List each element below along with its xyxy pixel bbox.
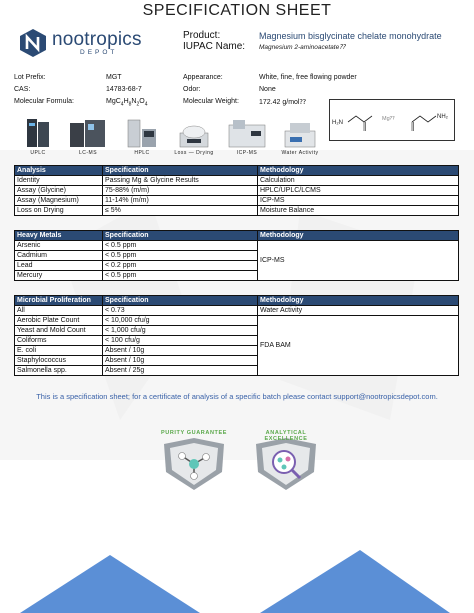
lot-prefix-label: Lot Prefix:	[14, 74, 46, 81]
molecular-structure	[329, 99, 455, 141]
moisture-balance-icon	[177, 117, 211, 149]
cas-label: CAS:	[14, 86, 31, 93]
table-cell: Salmonella spp.	[15, 366, 103, 376]
table-cell: Passing Mg & Glycine Results	[103, 176, 258, 186]
analytical-excellence-title: ANALYTICAL EXCELLENCE	[264, 430, 308, 442]
brand-name: nootropics	[52, 29, 142, 50]
brand-logo	[18, 28, 168, 58]
table-cell: Assay (Glycine)	[15, 186, 103, 196]
table-cell: < 0.5 ppm	[103, 271, 258, 281]
table-cell: < 0.5 ppm	[103, 251, 258, 261]
molecular-weight-label: Molecular Weight:	[183, 98, 239, 105]
table-cell: ICP-MS	[258, 196, 459, 206]
table-header-row	[15, 166, 459, 176]
lcms-instrument-icon	[68, 117, 108, 149]
technique-hplc	[120, 117, 164, 156]
table-row	[15, 206, 459, 216]
table-cell: Moisture Balance	[258, 206, 459, 216]
table-cell: 11-14% (m/m)	[103, 196, 258, 206]
table-cell: Lead	[15, 261, 103, 271]
table-cell: Calculation	[258, 176, 459, 186]
structure-right-amine: NH₂	[437, 114, 448, 120]
table-cell: Aerobic Plate Count	[15, 316, 103, 326]
table-row	[15, 316, 459, 326]
table-cell-merged-method: ICP-MS	[258, 241, 459, 281]
purity-guarantee-badge	[152, 430, 236, 494]
column-header: Specification	[103, 231, 258, 241]
structure-drawing-icon	[330, 100, 454, 140]
table-cell: Absent / 25g	[103, 366, 258, 376]
table-cell: Yeast and Mold Count	[15, 326, 103, 336]
technique-lcms-label: LC-MS	[78, 150, 98, 156]
odor-value: None	[259, 86, 276, 93]
table-cell-merged-method: FDA BAM	[258, 316, 459, 376]
table-cell: All	[15, 306, 103, 316]
table-cell: HPLC/UPLC/LCMS	[258, 186, 459, 196]
table-row	[15, 186, 459, 196]
column-header: Methodology	[258, 166, 459, 176]
analytical-excellence-badge	[244, 430, 328, 494]
table-cell: < 0.73	[103, 306, 258, 316]
formula-value: $MgC_4H_8N_2O_4$	[106, 98, 148, 108]
technique-lcms	[66, 117, 110, 156]
brand-sub: DEPOT	[80, 49, 118, 56]
technique-icpms-label: ICP-MS	[236, 150, 258, 156]
table-cell: Mercury	[15, 271, 103, 281]
table-cell: Coliforms	[15, 336, 103, 346]
product-label: Product:	[183, 30, 221, 41]
table-header-row	[15, 231, 459, 241]
analysis-table	[14, 165, 459, 216]
table-cell: Loss on Drying	[15, 206, 103, 216]
structure-magnesium: Mg⁇	[382, 116, 395, 122]
table-cell: Absent / 10g	[103, 356, 258, 366]
hplc-instrument-icon	[124, 117, 160, 149]
formula-label: Molecular Formula:	[14, 98, 74, 105]
table-cell: 75-88% (m/m)	[103, 186, 258, 196]
microbial-table	[14, 295, 459, 376]
table-cell: Cadmium	[15, 251, 103, 261]
technique-water-activity	[278, 117, 322, 156]
table-cell: Assay (Magnesium)	[15, 196, 103, 206]
technique-uplc-label: UPLC	[30, 150, 46, 156]
column-header: Heavy Metals	[15, 231, 103, 241]
water-activity-meter-icon	[282, 117, 318, 149]
heavy-metals-table	[14, 230, 459, 281]
table-cell: Arsenic	[15, 241, 103, 251]
table-cell: Staphylococcus	[15, 356, 103, 366]
table-cell: ≤ 5%	[103, 206, 258, 216]
table-cell: Absent / 10g	[103, 346, 258, 356]
technique-uplc	[16, 117, 60, 156]
column-header: Microbial Proliferation	[15, 296, 103, 306]
technique-hplc-label: HPLC	[134, 150, 150, 156]
icpms-instrument-icon	[227, 117, 267, 149]
purity-shield-icon	[152, 430, 236, 494]
table-row	[15, 241, 459, 251]
lot-prefix-value: MGT	[106, 74, 122, 81]
structure-left-amine: H₂N	[332, 120, 343, 126]
appearance-label: Appearance:	[183, 74, 223, 81]
cas-value: 14783-68-7	[106, 86, 142, 93]
table-row	[15, 196, 459, 206]
brand-logo-mark-icon	[18, 28, 48, 58]
column-header: Specification	[103, 166, 258, 176]
technique-icpms	[225, 117, 269, 156]
table-row	[15, 306, 459, 316]
table-cell: < 10,000 cfu/g	[103, 316, 258, 326]
table-cell: < 0.2 ppm	[103, 261, 258, 271]
iupac-label: IUPAC Name:	[183, 41, 246, 52]
purity-guarantee-title: PURITY GUARANTEE	[160, 430, 228, 436]
page-title: SPECIFICATION SHEET	[142, 2, 332, 19]
table-cell: < 1,000 cfu/g	[103, 326, 258, 336]
table-cell: Identity	[15, 176, 103, 186]
table-cell: < 100 cfu/g	[103, 336, 258, 346]
table-row	[15, 176, 459, 186]
table-cell: E. coli	[15, 346, 103, 356]
technique-loss-on-drying	[172, 117, 216, 156]
column-header: Analysis	[15, 166, 103, 176]
molecular-weight-value: 172.42 g/mol⁇	[259, 99, 306, 106]
table-header-row	[15, 296, 459, 306]
iupac-value: Magnesium 2-aminoacetate⁇	[259, 44, 346, 51]
table-cell: Water Activity	[258, 306, 459, 316]
technique-water-activity-label: Water Activity	[281, 150, 319, 156]
appearance-value: White, fine, free flowing powder	[259, 74, 357, 81]
odor-label: Odor:	[183, 86, 201, 93]
table-cell: < 0.5 ppm	[103, 241, 258, 251]
contact-note: This is a specification sheet; for a certificate of analysis of a specific batch please contact support@nootropicsdepot.com.	[36, 392, 438, 401]
product-value: Magnesium bisglycinate chelate monohydrate	[259, 31, 442, 41]
column-header: Methodology	[258, 231, 459, 241]
technique-loss-on-drying-label: Loss — Drying	[174, 150, 214, 156]
column-header: Specification	[103, 296, 258, 306]
column-header: Methodology	[258, 296, 459, 306]
uplc-instrument-icon	[23, 117, 53, 149]
